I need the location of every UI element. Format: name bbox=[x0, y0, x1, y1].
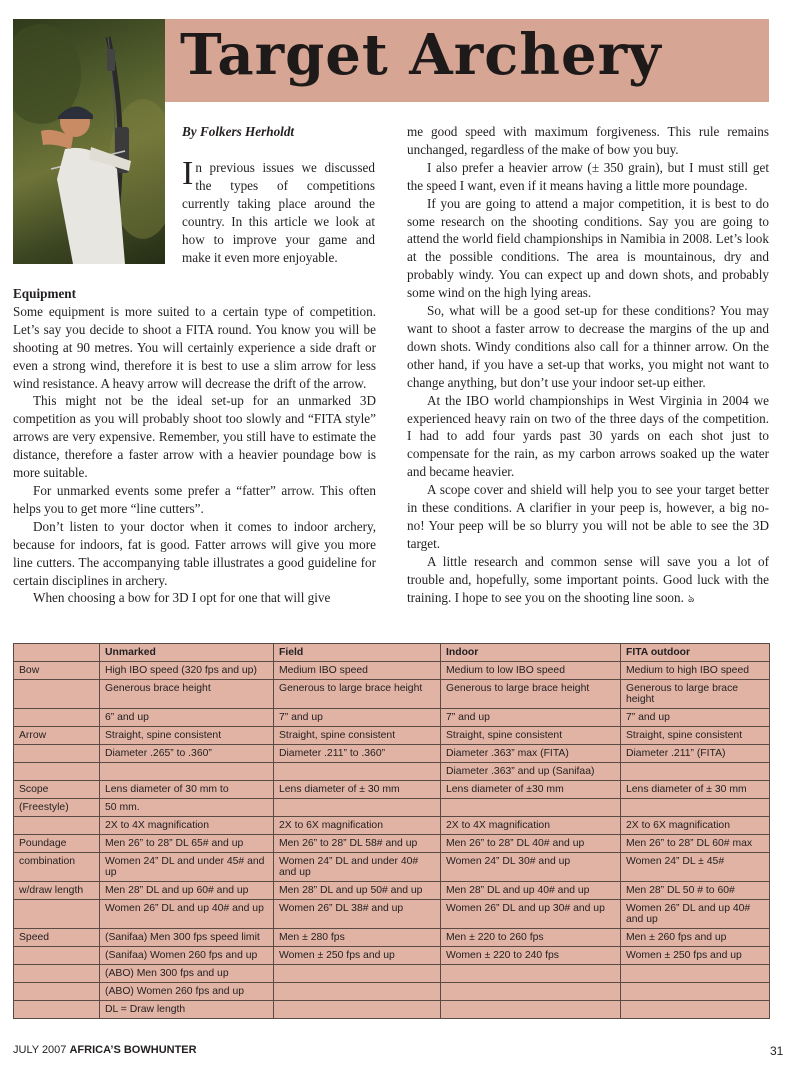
row-label-cell bbox=[14, 817, 100, 835]
body-paragraph: me good speed with maximum forgiveness. This rule remains unchanged, regardless of the make of bow you buy. bbox=[407, 124, 769, 157]
table-cell: (ABO) Women 260 fps and up bbox=[100, 983, 274, 1001]
table-cell: Women 24” DL and under 45# and up bbox=[100, 853, 274, 882]
table-cell: High IBO speed (320 fps and up) bbox=[100, 662, 274, 680]
table-cell: Medium to high IBO speed bbox=[621, 662, 770, 680]
table-row bbox=[14, 799, 770, 817]
table-row bbox=[14, 662, 770, 680]
table-cell: 2X to 4X magnification bbox=[100, 817, 274, 835]
table-cell bbox=[441, 983, 621, 1001]
page-title: Target Archery bbox=[180, 22, 662, 88]
table-row bbox=[14, 947, 770, 965]
table-cell: Diameter .265” to .360” bbox=[100, 745, 274, 763]
table-cell: Men 28” DL and up 40# and up bbox=[441, 882, 621, 900]
closing-text: A little research and common sense will save you a lot of trouble and, hopefully, some important points. Good luck with the training. I hope to see you on the shooting line soon. bbox=[407, 553, 769, 605]
table-cell bbox=[274, 983, 441, 1001]
table-cell: 2X to 6X magnification bbox=[621, 817, 770, 835]
table-cell bbox=[274, 1001, 441, 1019]
table-cell bbox=[274, 799, 441, 817]
table-cell: DL = Draw length bbox=[100, 1001, 274, 1019]
body-paragraph: If you are going to attend a major competition, it is best to do some research on the shooting conditions. Say you are going to attend the world field championships in Namibia in 2008. Let’s look at the possible conditions. The area is mountainous, dry and probably windy. You can expect up and down shots, and probably some wind on the high lying areas. bbox=[407, 195, 769, 301]
table-cell: Lens diameter of 30 mm to bbox=[100, 781, 274, 799]
table-cell: Straight, spine consistent bbox=[621, 727, 770, 745]
header-cell: Indoor bbox=[441, 644, 621, 662]
table-cell: Medium IBO speed bbox=[274, 662, 441, 680]
body-paragraph: A scope cover and shield will help you to see your target better in these conditions. A clarifier in your peep is, however, a big no-no! Your peep will be so blurry you will not be able to see the 3D target. bbox=[407, 482, 769, 551]
table-cell: 7” and up bbox=[441, 709, 621, 727]
table-cell: Women ± 220 to 240 fps bbox=[441, 947, 621, 965]
table-cell: 2X to 6X magnification bbox=[274, 817, 441, 835]
equipment-guideline-table bbox=[13, 643, 770, 1019]
row-label-cell bbox=[14, 1001, 100, 1019]
footer-date: JULY 2007 bbox=[13, 1044, 70, 1056]
body-paragraph: Some equipment is more suited to a certain type of competition. Let’s say you decide to shoot a FITA round. You know you will be shooting at 90 metres. You will certainly experience a side draft or even a strong wind, therefore it is best to use a slim arrow for less wind resistance. A heavy arrow will decrease the drift of the arrow. bbox=[13, 303, 376, 391]
table-cell: Men 28” DL and up 60# and up bbox=[100, 882, 274, 900]
table-cell: Straight, spine consistent bbox=[441, 727, 621, 745]
header-cell: Field bbox=[274, 644, 441, 662]
table-row bbox=[14, 781, 770, 799]
table-cell: Men 26” to 28” DL 60# max bbox=[621, 835, 770, 853]
row-label-cell: Bow bbox=[14, 662, 100, 680]
row-label-cell: Arrow bbox=[14, 727, 100, 745]
right-column bbox=[407, 123, 769, 608]
table-cell: Women 26” DL and up 40# and up bbox=[100, 900, 274, 929]
table-row bbox=[14, 817, 770, 835]
table-cell: Women 26” DL and up 40# and up bbox=[621, 900, 770, 929]
table-cell: Men 26” to 28” DL 65# and up bbox=[100, 835, 274, 853]
row-label-cell: Speed bbox=[14, 929, 100, 947]
table-row bbox=[14, 763, 770, 781]
table-cell: 6” and up bbox=[100, 709, 274, 727]
table-cell: Diameter .211” (FITA) bbox=[621, 745, 770, 763]
table-row bbox=[14, 965, 770, 983]
table-header-row bbox=[14, 644, 770, 662]
table-cell: (Sanifaa) Women 260 fps and up bbox=[100, 947, 274, 965]
table-cell: 7” and up bbox=[274, 709, 441, 727]
table-row bbox=[14, 709, 770, 727]
table-cell bbox=[441, 799, 621, 817]
table-cell: (ABO) Men 300 fps and up bbox=[100, 965, 274, 983]
table-cell: Men 28” DL and up 50# and up bbox=[274, 882, 441, 900]
table-cell bbox=[621, 763, 770, 781]
table-row bbox=[14, 1001, 770, 1019]
left-column bbox=[13, 285, 376, 607]
row-label-cell: (Freestyle) bbox=[14, 799, 100, 817]
table-cell: Generous to large brace height bbox=[621, 680, 770, 709]
row-label-cell: combination bbox=[14, 853, 100, 882]
table-cell: Diameter .363” max (FITA) bbox=[441, 745, 621, 763]
table-cell bbox=[441, 965, 621, 983]
page-number: 31 bbox=[770, 1044, 784, 1058]
table-cell: Women 24” DL ± 45# bbox=[621, 853, 770, 882]
row-label-cell bbox=[14, 709, 100, 727]
table-cell: Women 26” DL and up 30# and up bbox=[441, 900, 621, 929]
table-cell: Men 28” DL 50 # to 60# bbox=[621, 882, 770, 900]
body-paragraph: Don’t listen to your doctor when it comes to indoor archery, because for indoors, fat is good. Fatter arrows will give you more line cutters. The accompanying table illustrates a good guideline for certain disciplines in archery. bbox=[13, 518, 376, 588]
byline: By Folkers Herholdt bbox=[182, 124, 295, 139]
table-cell: Women ± 250 fps and up bbox=[621, 947, 770, 965]
table-row bbox=[14, 727, 770, 745]
table-cell: Women ± 250 fps and up bbox=[274, 947, 441, 965]
drop-cap: I bbox=[182, 155, 194, 192]
table-cell bbox=[100, 763, 274, 781]
table-row bbox=[14, 835, 770, 853]
header-cell bbox=[14, 644, 100, 662]
end-mark-icon: ঌ bbox=[687, 592, 695, 605]
table-cell: 7” and up bbox=[621, 709, 770, 727]
table-cell bbox=[274, 763, 441, 781]
row-label-cell: Poundage bbox=[14, 835, 100, 853]
table-cell: (Sanifaa) Men 300 fps speed limit bbox=[100, 929, 274, 947]
body-paragraph: For unmarked events some prefer a “fatter” arrow. This often helps you to get more “line cutters”. bbox=[13, 482, 376, 516]
table-cell: Men ± 280 fps bbox=[274, 929, 441, 947]
header-cell: FITA outdoor bbox=[621, 644, 770, 662]
table-row bbox=[14, 983, 770, 1001]
table-cell bbox=[441, 1001, 621, 1019]
table-row bbox=[14, 680, 770, 709]
table-cell: Diameter .363” and up (Sanifaa) bbox=[441, 763, 621, 781]
table-cell: Men 26” to 28” DL 58# and up bbox=[274, 835, 441, 853]
table-cell: Diameter .211” to .360” bbox=[274, 745, 441, 763]
body-paragraph: So, what will be a good set-up for these conditions? You may want to shoot a faster arrow to decrease the margins of the up and down shots. Windy conditions also call for a thinner arrow. On the other hand, if you have a set-up that works, you might not want to change anything, but don’t use your indoor set-up either. bbox=[407, 303, 769, 390]
table-cell bbox=[621, 1001, 770, 1019]
table-row bbox=[14, 745, 770, 763]
table-cell bbox=[621, 799, 770, 817]
table-cell: Lens diameter of ±30 mm bbox=[441, 781, 621, 799]
body-paragraph bbox=[407, 553, 769, 609]
body-paragraph: When choosing a bow for 3D I opt for one that will give bbox=[33, 590, 331, 606]
table-body bbox=[14, 662, 770, 1019]
row-label-cell bbox=[14, 947, 100, 965]
footer-magazine: AFRICA’S BOWHUNTER bbox=[69, 1044, 197, 1056]
table-cell: Women 24” DL and under 40# and up bbox=[274, 853, 441, 882]
table-cell: 50 mm. bbox=[100, 799, 274, 817]
archer-illustration bbox=[13, 19, 165, 264]
table-cell bbox=[621, 983, 770, 1001]
table-cell: Generous brace height bbox=[100, 680, 274, 709]
table-row bbox=[14, 900, 770, 929]
table-cell: Generous to large brace height bbox=[274, 680, 441, 709]
row-label-cell bbox=[14, 983, 100, 1001]
table-cell: Women 24” DL 30# and up bbox=[441, 853, 621, 882]
intro-paragraph bbox=[182, 155, 375, 267]
table-cell: Lens diameter of ± 30 mm bbox=[621, 781, 770, 799]
table-cell: Men ± 260 fps and up bbox=[621, 929, 770, 947]
body-paragraph: I also prefer a heavier arrow (± 350 grain), but I must still get the speed I want, even if it means having a little more poundage. bbox=[407, 159, 769, 193]
table-cell: Men 26” to 28” DL 40# and up bbox=[441, 835, 621, 853]
table-cell: Straight, spine consistent bbox=[100, 727, 274, 745]
table-cell: Women 26” DL 38# and up bbox=[274, 900, 441, 929]
row-label-cell bbox=[14, 745, 100, 763]
archer-photo bbox=[13, 19, 165, 264]
table-row bbox=[14, 882, 770, 900]
row-label-cell bbox=[14, 680, 100, 709]
table-cell: Medium to low IBO speed bbox=[441, 662, 621, 680]
intro-text: n previous issues we discussed the types of competitions currently taking place around the country. In this article we look at how to improve your game and make it even more enjoyable. bbox=[182, 160, 375, 265]
row-label-cell bbox=[14, 965, 100, 983]
row-label-cell bbox=[14, 763, 100, 781]
body-paragraph: This might not be the ideal set-up for an unmarked 3D competition as you will probably shoot too slowly and “FITA style” arrows are very expensive. Remember, you still have to estimate the distance, therefore a faster arrow with a heavier poundage bow is more suitable. bbox=[13, 393, 376, 481]
table-cell bbox=[621, 965, 770, 983]
table-cell bbox=[274, 965, 441, 983]
body-paragraph: At the IBO world championships in West Virginia in 2004 we experienced heavy rain on two of the three days of the competition. I had to add four yards past 30 yards on each shot just to compensate for the rain, as my carbon arrows soaked up the water and became heavier. bbox=[407, 392, 769, 480]
row-label-cell: w/draw length bbox=[14, 882, 100, 900]
table-row bbox=[14, 853, 770, 882]
table-cell: Straight, spine consistent bbox=[274, 727, 441, 745]
row-label-cell: Scope bbox=[14, 781, 100, 799]
section-heading: Equipment bbox=[13, 286, 77, 301]
table-row bbox=[14, 929, 770, 947]
table-cell: Lens diameter of ± 30 mm bbox=[274, 781, 441, 799]
table-cell: 2X to 4X magnification bbox=[441, 817, 621, 835]
header-cell: Unmarked bbox=[100, 644, 274, 662]
table-cell: Men ± 220 to 260 fps bbox=[441, 929, 621, 947]
table-cell: Generous to large brace height bbox=[441, 680, 621, 709]
footer-publication bbox=[13, 1044, 197, 1056]
row-label-cell bbox=[14, 900, 100, 929]
